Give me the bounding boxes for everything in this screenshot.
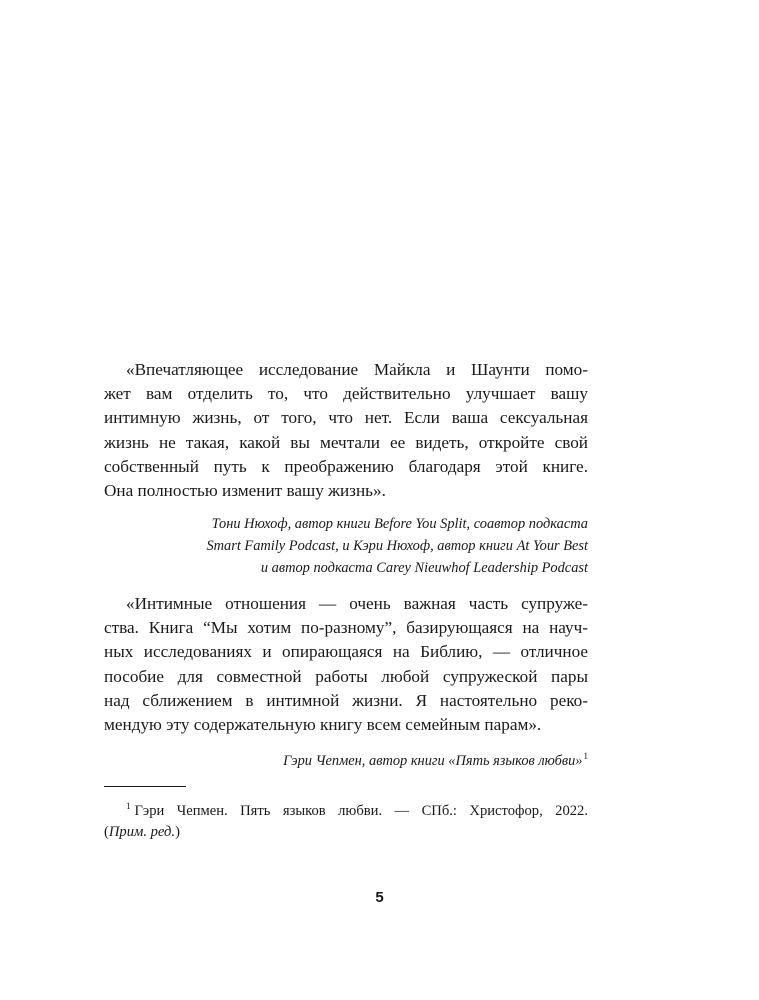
attribution-line: Smart Family Podcast, и Кэри Нюхоф, автор книги At Your Best <box>206 538 588 555</box>
footnote-mark: 1 <box>126 801 131 811</box>
footnote-text: Гэри Чепмен. Пять языков любви. — СПб.: Христофор, 2022. <box>134 803 588 819</box>
footnote-reference[interactable]: 1 <box>583 751 588 762</box>
footnote-divider <box>104 786 186 787</box>
attribution-line: Тони Нюхоф, автор книги Before You Split, соавтор подкаста <box>211 516 588 533</box>
editor-note: Прим. ред. <box>108 824 176 840</box>
quote-line: жизнь не такая, какой вы мечтали ее видеть, откройте свой <box>104 432 588 452</box>
quote-line: жет вам отделить то, что действительно улучшает вашу <box>104 384 588 404</box>
quote-line: ства. Книга “Мы хотим по-разному”, базирующаяся на науч- <box>104 618 588 638</box>
quote-text <box>104 592 588 737</box>
quote-line: ных исследованиях и опирающаяся на Библию, — отличное <box>104 642 588 662</box>
attribution-line <box>104 745 588 772</box>
page-number: 5 <box>375 889 384 906</box>
footnote-paren-open: ( <box>104 824 109 840</box>
footnote-line <box>104 796 588 822</box>
quote-line: «Впечатляющее исследование Майкла и Шаунти помо- <box>126 360 588 379</box>
endorsement-quote-2 <box>104 592 588 772</box>
quote-line: собственный путь к преображению благодаря этой книге. <box>104 456 588 476</box>
footnote <box>104 796 588 843</box>
quote-attribution <box>104 513 588 579</box>
quote-line: мендую эту содержательную книгу всем семейным парам». <box>104 715 542 735</box>
quote-line: Она полностью изменит вашу жизнь». <box>104 481 386 501</box>
attribution-text: Гэри Чепмен, автор книги «Пять языков любви» <box>283 753 583 770</box>
footnote-line <box>104 822 588 843</box>
quote-line: интимную жизнь, от того, что нет. Если ваша сексуальная <box>104 408 588 428</box>
quote-attribution <box>104 745 588 772</box>
attribution-line: и автор подкаста Carey Nieuwhof Leadership Podcast <box>260 560 588 577</box>
endorsement-quote-1 <box>104 358 588 579</box>
quote-line: над сближением в интимной жизни. Я настоятельно реко- <box>104 690 588 710</box>
quote-line: «Интимные отношения — очень важная часть супруже- <box>126 594 588 613</box>
quote-line: пособие для совместной работы любой супружеской пары <box>104 666 588 686</box>
quote-text <box>104 358 588 503</box>
footnote-paren-close: ) <box>175 824 180 840</box>
